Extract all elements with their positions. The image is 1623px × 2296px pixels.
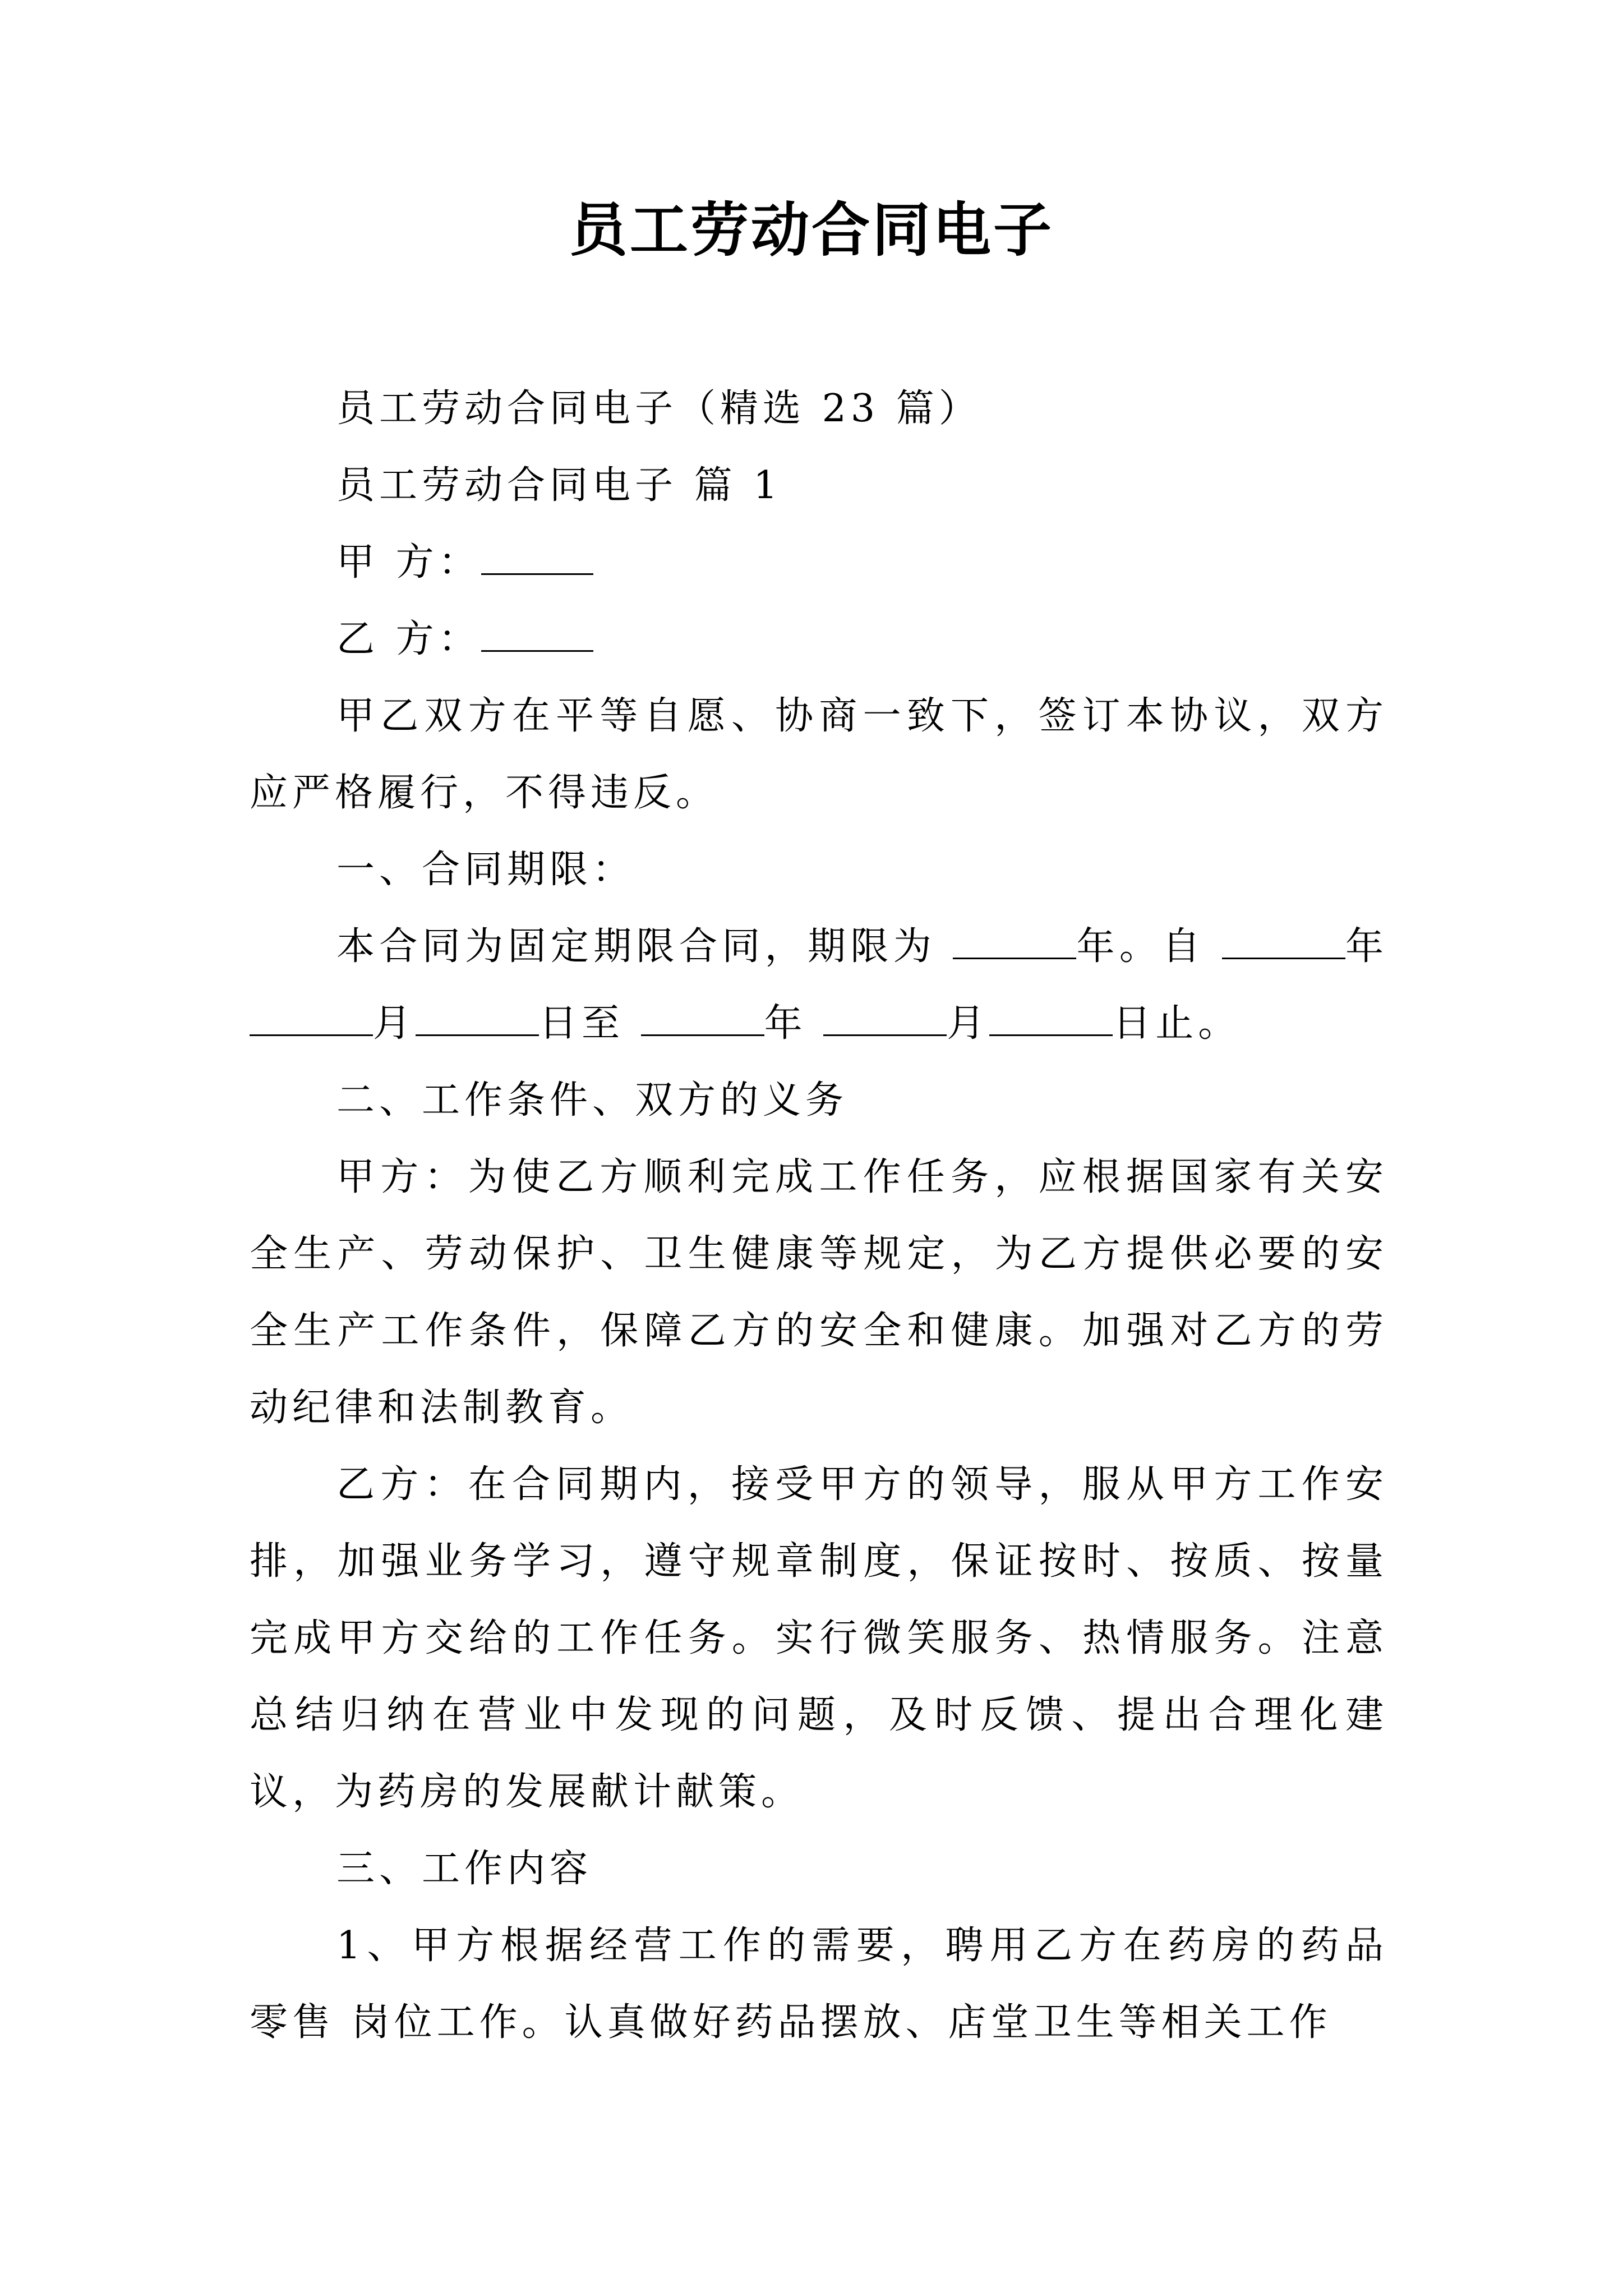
paragraph-work-content: 1、甲方根据经营工作的需要，聘用乙方在药房的药品零售 岗位工作。认真做好药品摆放、店堂卫生等相关工作	[250, 1924, 1388, 2045]
party-a-label: 甲 方：	[336, 540, 481, 585]
heading-work-content: 三、工作内容	[336, 1847, 593, 1891]
term-text-h: 日止。	[1113, 1001, 1241, 1046]
paragraph-section-heading: 员工劳动合同电子 篇 1	[336, 463, 782, 508]
paragraph-party-b-duties: 乙方：在合同期内，接受甲方的领导，服从甲方工作安排，加强业务学习，遵守规章制度，保证按时、按质、按量完成甲方交给的工作任务。实行微笑服务、热情服务。注意总结归纳在营业中发现的问题，及时反馈、提出合理化建议，为药房的发展献计献策。	[250, 1462, 1388, 1814]
end-year-blank	[641, 1001, 764, 1036]
party-b-label: 乙 方：	[336, 617, 481, 661]
end-day-blank	[989, 1001, 1113, 1036]
party-a-line	[250, 524, 1388, 601]
start-year-blank	[1222, 924, 1345, 959]
party-a-blank	[481, 540, 593, 575]
term-text-c: 年	[1345, 924, 1388, 969]
term-text-f: 年	[764, 1001, 824, 1046]
party-b-line	[250, 601, 1388, 678]
party-b-blank	[481, 616, 593, 652]
term-text-d: 月	[373, 1001, 416, 1046]
term-text-b: 年。自	[1076, 924, 1222, 969]
document-body	[250, 370, 1388, 2061]
heading-contract-term: 一、合同期限：	[336, 848, 635, 892]
heading-work-conditions: 二、工作条件、双方的义务	[336, 1078, 849, 1122]
paragraph-party-a-duties: 甲方：为使乙方顺利完成工作任务，应根据国家有关安全生产、劳动保护、卫生健康等规定，为乙方提供必要的安全生产工作条件，保障乙方的安全和健康。加强对乙方的劳动纪律和法制教育。	[250, 1155, 1388, 1430]
start-day-blank	[416, 1001, 539, 1036]
term-text-g: 月	[947, 1001, 990, 1046]
paragraph-subtitle: 员工劳动合同电子（精选 23 篇）	[336, 386, 981, 431]
start-month-blank	[250, 1001, 373, 1036]
document-title: 员工劳动合同电子	[569, 195, 1054, 264]
term-text-e: 日至	[539, 1001, 641, 1046]
term-years-blank	[953, 924, 1076, 959]
term-text-a: 本合同为固定期限合同，期限为	[336, 924, 953, 969]
end-month-blank	[823, 1001, 947, 1036]
paragraph-contract-term	[250, 908, 1388, 1062]
paragraph-agreement: 甲乙双方在平等自愿、协商一致下，签订本协议，双方应严格履行，不得违反。	[250, 694, 1388, 815]
